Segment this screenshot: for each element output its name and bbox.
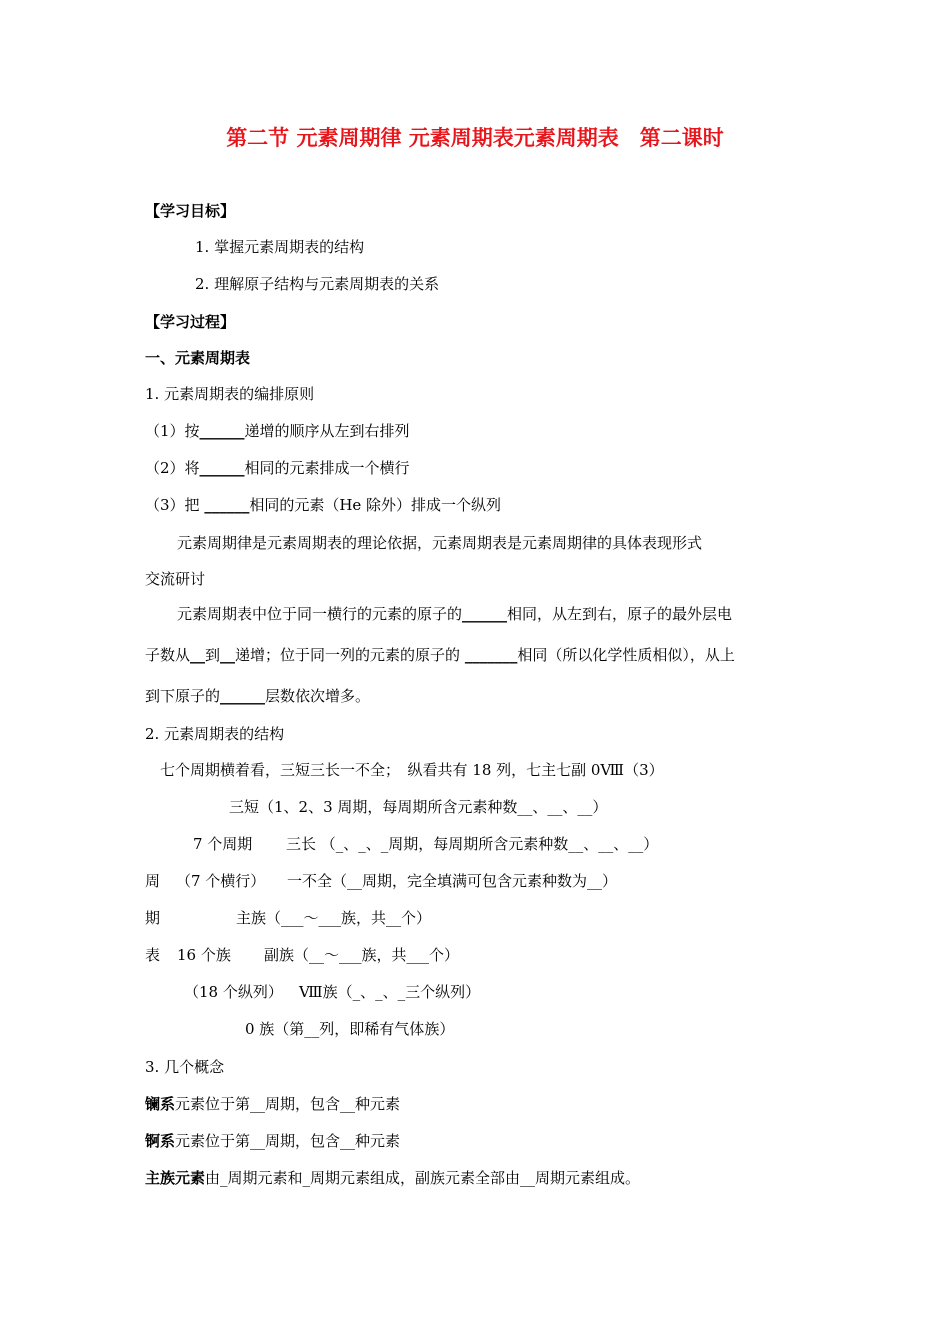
concept-term: 主族元素: [145, 1169, 206, 1187]
discussion-text: 到: [205, 646, 221, 664]
subheading-arrangement-principles: 1. 元素周期表的编排原则: [145, 385, 315, 403]
goal-item-2: 2. 理解原子结构与元素周期表的关系: [195, 275, 440, 293]
fill-blank[interactable]: ______: [199, 422, 245, 440]
discussion-text: 递增；位于同一列的元素的原子的: [235, 646, 465, 664]
structure-short-periods: 三短（1、2、3 周期，每周期所含元素种数__、__、__）: [229, 798, 608, 816]
discussion-text: 层数依次增多。: [265, 687, 371, 705]
structure-eighteen-columns: （18 个纵列）: [184, 983, 283, 1001]
discussion-label: 交流研讨: [145, 570, 206, 588]
concept-actinides: [145, 1131, 400, 1151]
rule-2-text: 相同的元素排成一个横行: [244, 459, 410, 477]
discussion-line-3: [145, 686, 370, 706]
structure-group-zero: 0 族（第__列，即稀有气体族）: [245, 1020, 455, 1038]
discussion-text: 子数从: [145, 646, 191, 664]
rule-1: [145, 421, 410, 441]
structure-group-viii: Ⅷ族（_、_、_三个纵列）: [299, 983, 481, 1001]
vertical-label-zhou: 周: [145, 872, 161, 890]
structure-sixteen-groups: 16 个族: [177, 946, 231, 964]
concept-main-group-elements: [145, 1168, 640, 1188]
heading-learning-goals: 【学习目标】: [145, 202, 236, 220]
discussion-text: 元素周期表中位于同一横行的元素的原子的: [177, 605, 463, 623]
fill-blank[interactable]: ______: [220, 687, 266, 705]
discussion-text: 相同（所以化学性质相似），从上: [517, 646, 735, 664]
rule-3-prefix: （3）把: [145, 496, 205, 514]
rule-2: [145, 458, 410, 478]
discussion-line-2: [145, 645, 735, 665]
concept-text: 元素位于第__周期，包含__种元素: [175, 1095, 401, 1113]
discussion-text: 到下原子的: [145, 687, 221, 705]
structure-main-groups: 主族（___～___族，共__个）: [236, 909, 432, 927]
structure-sub-groups: 副族（__～___族，共___个）: [264, 946, 460, 964]
rule-3: [145, 495, 501, 515]
concept-lanthanides: [145, 1094, 400, 1114]
rule-1-prefix: （1）按: [145, 422, 200, 440]
structure-mnemonic: 七个周期横着看，三短三长一不全； 纵看共有 18 列，七主七副 0Ⅷ（3）: [160, 761, 664, 779]
vertical-label-biao: 表: [145, 946, 161, 964]
rule-3-text: 相同的元素（He 除外）排成一个纵列: [249, 496, 502, 514]
rule-1-text: 递增的顺序从左到右排列: [244, 422, 410, 440]
structure-incomplete-period: 一不全（__周期，完全填满可包含元素种数为__）: [287, 872, 618, 890]
subheading-table-structure: 2. 元素周期表的结构: [145, 725, 285, 743]
document-title: 第二节 元素周期律 元素周期表元素周期表 第二课时: [226, 125, 724, 150]
fill-blank[interactable]: _______: [464, 646, 518, 664]
discussion-line-1: [177, 604, 732, 624]
vertical-label-qi: 期: [145, 909, 161, 927]
fill-blank[interactable]: __: [220, 646, 236, 664]
structure-seven-rows: （7 个横行）: [176, 872, 266, 890]
concept-text: 由_周期元素和_周期元素组成，副族元素全部由__周期元素组成。: [205, 1169, 641, 1187]
subheading-concepts: 3. 几个概念: [145, 1058, 225, 1076]
periodic-law-statement: 元素周期律是元素周期表的理论依据，元素周期表是元素周期律的具体表现形式: [177, 534, 703, 552]
rule-2-prefix: （2）将: [145, 459, 200, 477]
fill-blank[interactable]: ______: [462, 605, 508, 623]
fill-blank[interactable]: ______: [199, 459, 245, 477]
concept-text: 元素位于第__周期，包含__种元素: [175, 1132, 401, 1150]
fill-blank[interactable]: __: [190, 646, 206, 664]
section-heading-periodic-table: 一、元素周期表: [145, 349, 251, 367]
concept-term: 镧系: [145, 1095, 176, 1113]
heading-learning-process: 【学习过程】: [145, 313, 236, 331]
structure-long-periods: 三长 （_、_、_周期，每周期所含元素种数__、__、__）: [286, 835, 659, 853]
fill-blank[interactable]: ______: [204, 496, 250, 514]
discussion-text: 相同，从左到右，原子的最外层电: [507, 605, 733, 623]
concept-term: 锕系: [145, 1132, 176, 1150]
goal-item-1: 1. 掌握元素周期表的结构: [195, 238, 365, 256]
structure-seven-periods: 7 个周期: [193, 835, 253, 853]
